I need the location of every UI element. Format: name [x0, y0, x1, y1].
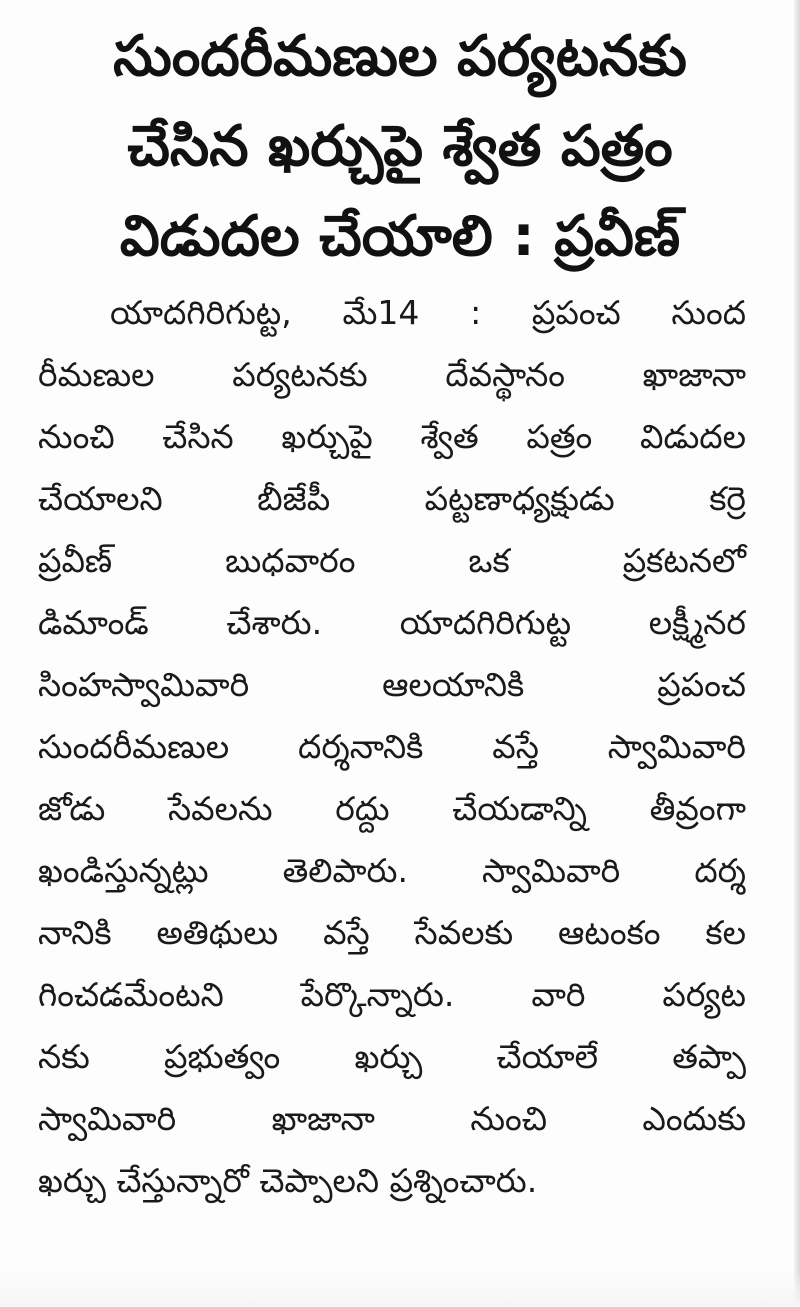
article-line: స్వామివారి ఖాజానా నుంచి ఎందుకు	[38, 1099, 746, 1138]
article-line: నకు ప్రభుత్వం ఖర్చు చేయాలే తప్పా	[38, 1037, 746, 1076]
article-line: గించడమేంటని పేర్కొన్నారు. వారి పర్యట	[38, 975, 746, 1014]
headline-line: విడుదల చేయాలి : ప్రవీణ్	[119, 204, 681, 269]
article-line: ప్రవీణ్ బుధవారం ఒక ప్రకటనలో	[38, 541, 746, 580]
headline	[0, 12, 800, 282]
article-line: నానికి అతిథులు వస్తే సేవలకు ఆటంకం కల	[38, 913, 746, 952]
article-line: రీమణుల పర్యటనకు దేవస్థానం ఖాజానా	[38, 355, 746, 394]
article-line: డిమాండ్ చేశారు. యాదగిరిగుట్ట లక్ష్మీనర	[38, 603, 746, 642]
article-line: సింహస్వామివారి ఆలయానికి ప్రపంచ	[38, 665, 746, 704]
article-line: సుందరీమణుల దర్శనానికి వస్తే స్వామివారి	[38, 727, 746, 766]
article-line: నుంచి చేసిన ఖర్చుపై శ్వేత పత్రం విడుదల	[38, 417, 746, 456]
headline-line: చేసిన ఖర్చుపై శ్వేత పత్రం	[127, 114, 673, 179]
article-line: యాదగిరిగుట్ట, మే14 : ప్రపంచ సుంద	[110, 293, 746, 332]
page-bottom-shadow	[0, 1267, 800, 1307]
headline-line: సుందరీమణుల పర్యటనకు	[113, 24, 687, 89]
article-line: ఖండిస్తున్నట్లు తెలిపారు. స్వామివారి దర్శ	[38, 851, 746, 890]
article-line: జోడు సేవలను రద్దు చేయడాన్ని తీవ్రంగా	[38, 789, 746, 828]
article-body	[38, 282, 746, 1212]
article-line: చేయాలని బీజేపీ పట్టణాధ్యక్షుడు కర్రె	[38, 479, 746, 518]
article-line: ఖర్చు చేస్తున్నారో చెప్పాలని ప్రశ్నించారు.	[38, 1161, 538, 1200]
